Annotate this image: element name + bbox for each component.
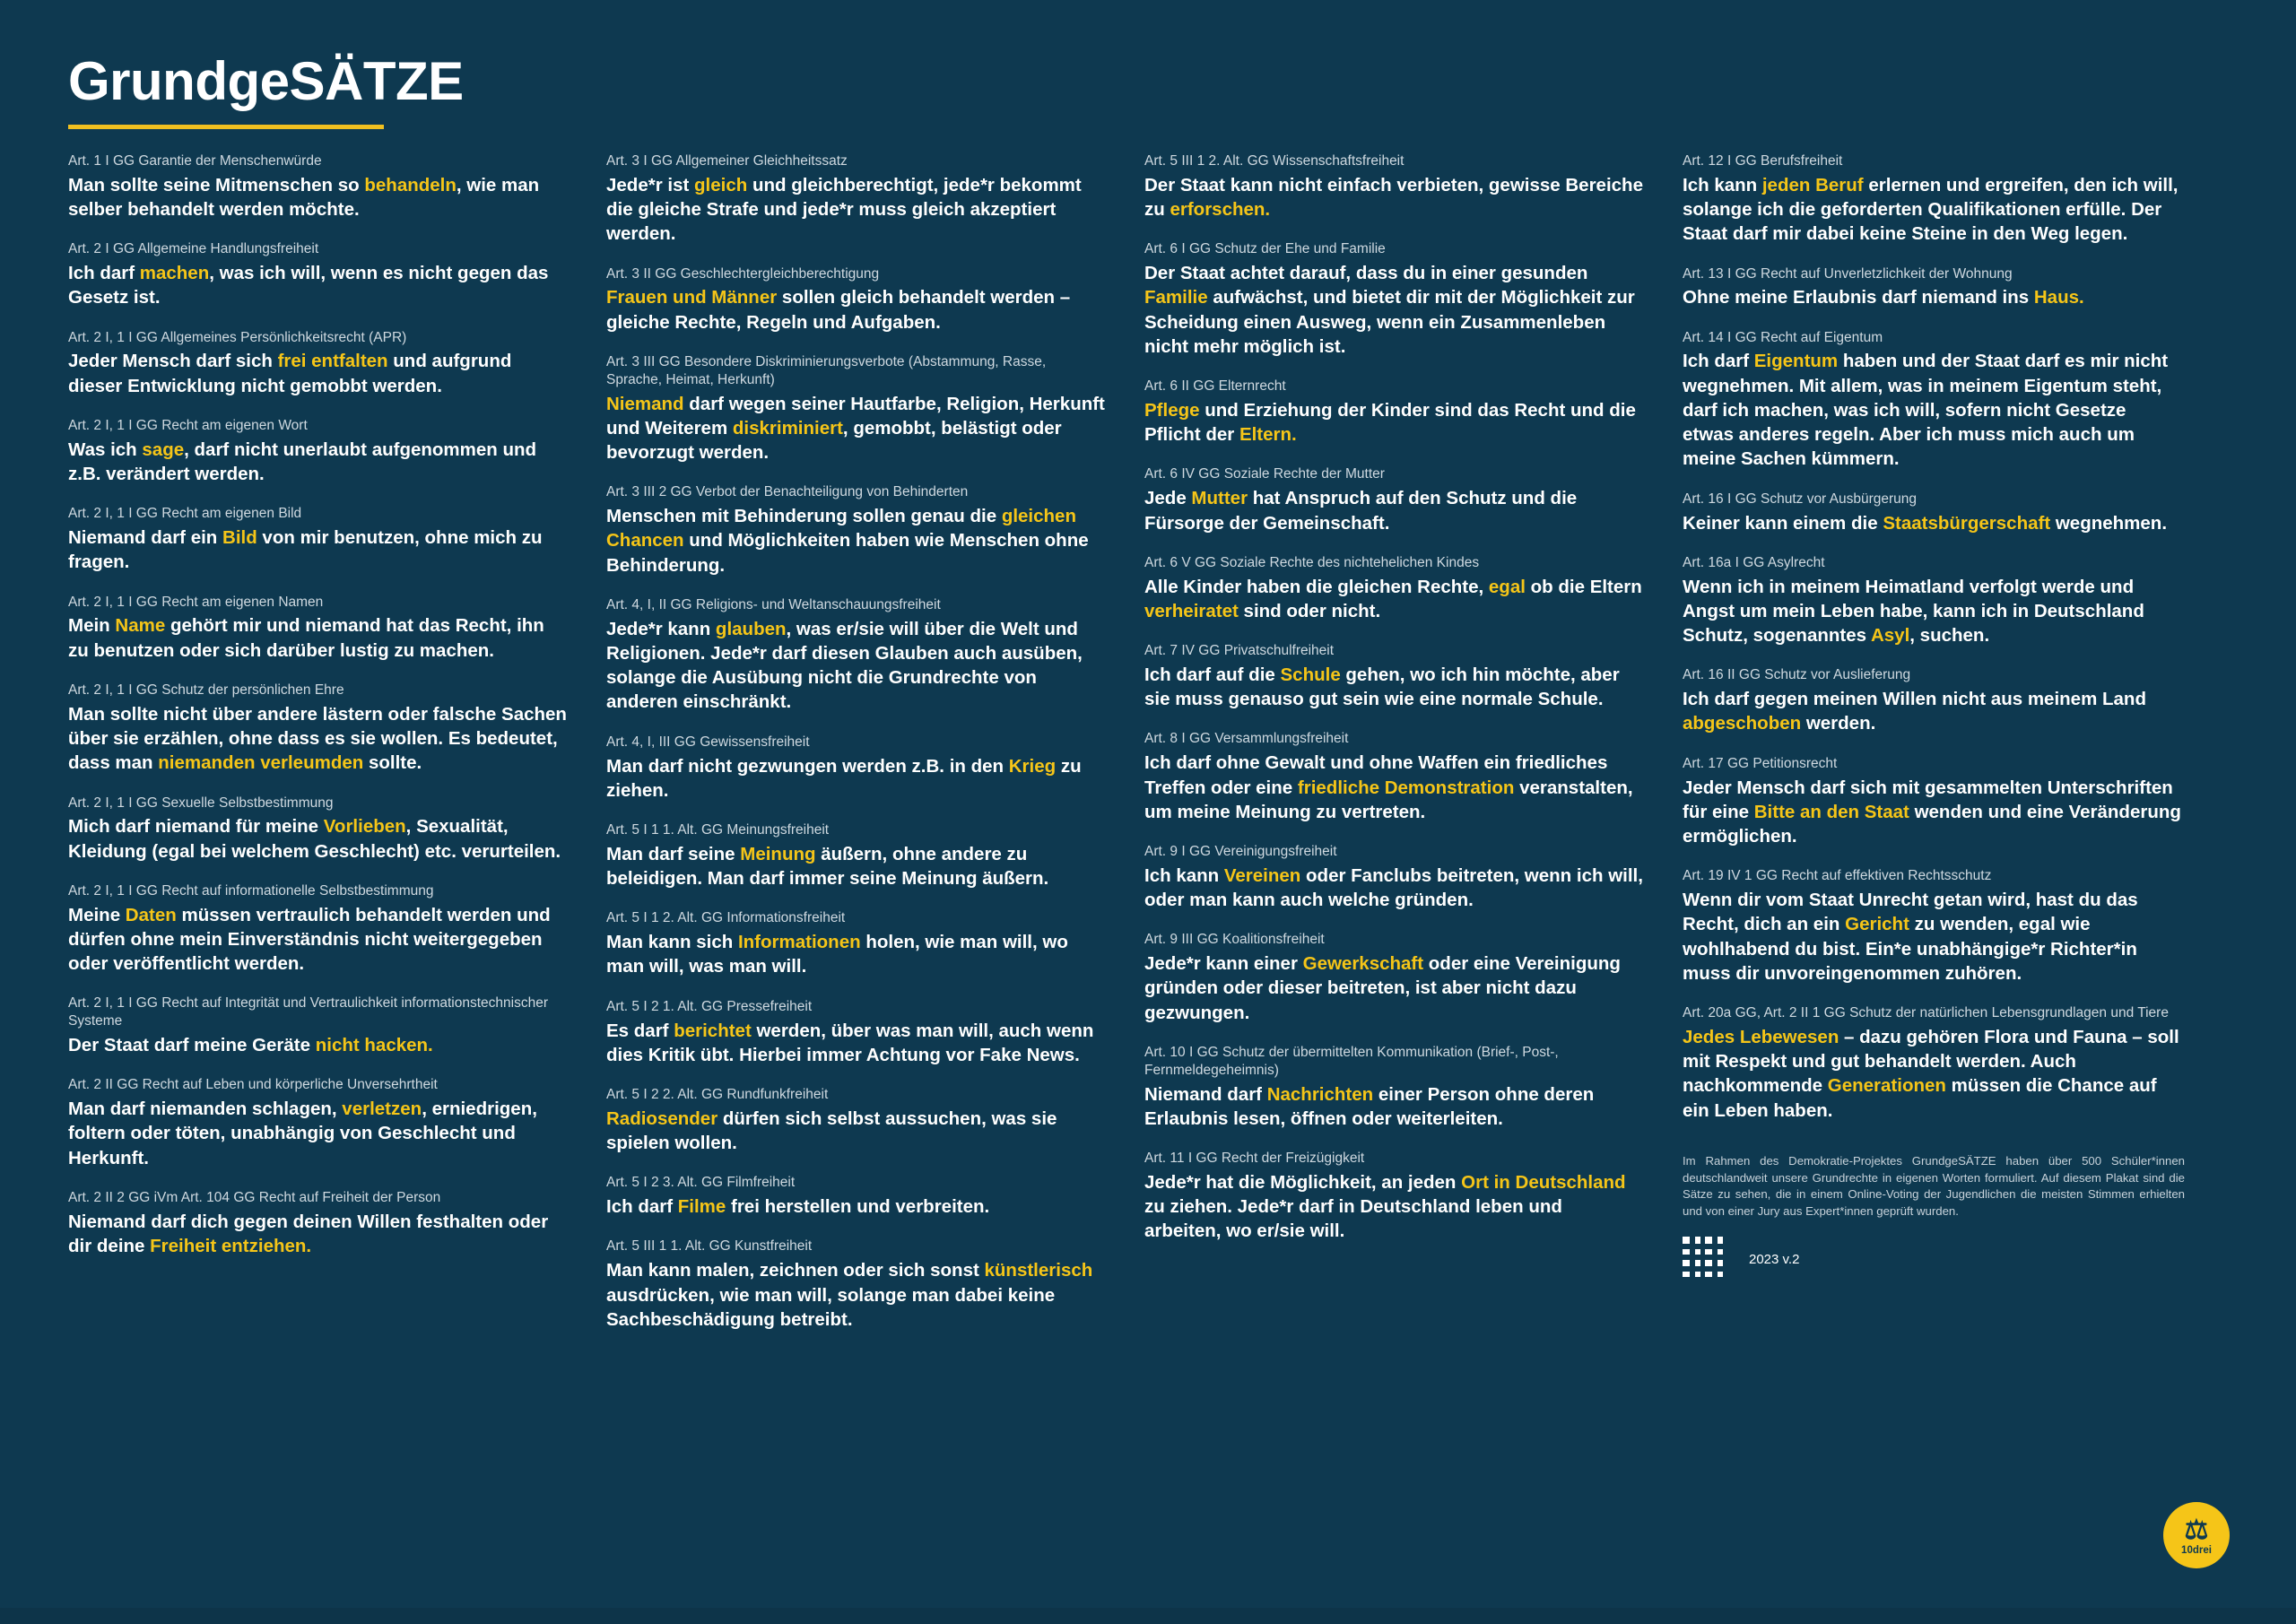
article-entry: [68, 795, 567, 864]
article-text: [1144, 575, 1643, 624]
article-reference: Art. 11 I GG Recht der Freizügigkeit: [1144, 1151, 1365, 1167]
article-entry: [1683, 329, 2181, 472]
article-reference: Art. 16 II GG Schutz vor Auslieferung: [1683, 667, 1911, 683]
article-text: [1144, 864, 1643, 913]
plain-text: hat Anspruch auf den Schutz und die Fürsorge der Gemeinschaft.: [1144, 488, 1578, 534]
article-text: [1683, 511, 2181, 535]
article-reference: Art. 19 IV 1 GG Recht auf effektiven Rechtsschutz: [1683, 868, 1992, 884]
plain-text: Mich darf niemand für meine: [68, 816, 324, 838]
highlighted-term: verletzen: [342, 1099, 422, 1120]
plain-text: Jeder Mensch darf sich: [68, 351, 278, 372]
columns-container: [68, 152, 2246, 1350]
plain-text: sollen gleich behandelt werden – gleiche Rechte, Regeln und Aufgaben.: [606, 287, 1071, 333]
plain-text: Jede*r kann einer: [1144, 953, 1303, 975]
article-reference: Art. 2 I, 1 I GG Sexuelle Selbstbestimmung: [68, 795, 334, 811]
article-text: [68, 1097, 567, 1170]
article-reference: Art. 1 I GG Garantie der Menschenwürde: [68, 153, 322, 169]
article-reference: Art. 6 V GG Soziale Rechte des nichtehelichen Kindes: [1144, 554, 1480, 570]
article-entry: [1683, 265, 2181, 310]
article-column: [1683, 152, 2221, 1283]
article-reference: Art. 2 I, 1 I GG Schutz der persönlichen Ehre: [68, 682, 344, 698]
article-entry: [606, 265, 1105, 334]
article-reference: Art. 2 I, 1 I GG Recht am eigenen Bild: [68, 506, 302, 522]
plain-text: aufwächst, und bietet dir mit der Möglichkeit zur Scheidung einen Ausweg, wenn ein Zusammenleben nicht mehr möglich ist.: [1144, 287, 1635, 357]
article-text: [1683, 1025, 2181, 1123]
highlighted-term: glauben: [715, 618, 787, 639]
highlighted-term: Name: [115, 615, 166, 637]
article-reference: Art. 16 I GG Schutz vor Ausbürgerung: [1683, 491, 1918, 507]
article-reference: Art. 3 III 2 GG Verbot der Benachteiligung von Behinderten: [606, 484, 969, 500]
article-reference: Art. 13 I GG Recht auf Unverletzlichkeit der Wohnung: [1683, 265, 2013, 282]
plain-text: sollte.: [363, 752, 422, 774]
qr-code-icon[interactable]: [1683, 1237, 1729, 1283]
plain-text: Man kann sich: [606, 932, 738, 953]
article-text: [68, 814, 567, 864]
article-entry: [606, 909, 1105, 978]
highlighted-term: Mutter: [1191, 488, 1248, 509]
highlighted-term: Frauen und Männer: [606, 287, 778, 308]
plain-text: , erniedrigen, foltern oder töten, unabhängig von Geschlecht und Herkunft.: [68, 1099, 537, 1168]
article-column: [1144, 152, 1683, 1263]
article-column: [606, 152, 1144, 1350]
article-entry: [606, 353, 1105, 465]
article-text: [606, 285, 1105, 334]
article-entry: [68, 329, 567, 398]
highlighted-term: diskriminiert: [732, 417, 843, 439]
highlighted-term: Radiosender: [606, 1107, 718, 1129]
highlighted-term: Pflege: [1144, 399, 1200, 421]
article-text: [1683, 285, 2181, 309]
title-underline: [68, 125, 384, 129]
highlighted-term: egal: [1488, 576, 1526, 597]
plain-text: werden.: [1801, 713, 1876, 734]
article-text: [1144, 663, 1643, 712]
article-entry: [1144, 642, 1643, 711]
article-text: [68, 261, 567, 310]
article-reference: Art. 9 I GG Vereinigungsfreiheit: [1144, 844, 1337, 860]
plain-text: frei herstellen und verbreiten.: [726, 1196, 990, 1218]
article-entry: [1144, 1150, 1643, 1244]
article-text: [1683, 687, 2181, 736]
plain-text: müssen vertraulich behandelt werden und dürfen ohne mein Einverständnis nicht weitergegeben oder veröffentlicht werden.: [68, 904, 551, 975]
highlighted-term: Filme: [677, 1196, 726, 1218]
article-text: [1144, 751, 1643, 824]
article-text: [1683, 173, 2181, 247]
highlighted-term: jeden Beruf: [1761, 174, 1864, 195]
logo-label: 10drei: [2181, 1544, 2212, 1556]
article-text: [68, 702, 567, 776]
article-text: [606, 392, 1105, 465]
plain-text: holen, wie man will, wo man will, was man will.: [606, 932, 1068, 977]
article-reference: Art. 2 II GG Recht auf Leben und körperliche Unversehrtheit: [68, 1077, 438, 1093]
article-entry: [68, 417, 567, 486]
plain-text: , darf nicht unerlaubt aufgenommen und z.B. verändert werden.: [68, 439, 537, 485]
article-text: [606, 754, 1105, 803]
article-reference: Art. 2 I, 1 I GG Recht am eigenen Wort: [68, 417, 308, 433]
article-text: [606, 1194, 1105, 1219]
plain-text: Ich darf ohne Gewalt und ohne Waffen ein friedliches Treffen oder eine: [1144, 752, 1608, 798]
plain-text: , was ich will, wenn es nicht gegen das Gesetz ist.: [68, 263, 549, 308]
plain-text: Was ich: [68, 439, 143, 460]
article-text: [68, 438, 567, 487]
plain-text: Ich kann: [1683, 174, 1762, 195]
article-text: [1144, 486, 1643, 535]
plain-text: Es darf: [606, 1020, 674, 1041]
plain-text: , suchen.: [1909, 625, 1990, 647]
article-entry: [68, 994, 567, 1057]
highlighted-term: Vorlieben: [323, 816, 406, 838]
article-text: [68, 173, 567, 222]
plain-text: Alle Kinder haben die gleichen Rechte,: [1144, 576, 1489, 597]
article-reference: Art. 6 I GG Schutz der Ehe und Familie: [1144, 241, 1386, 257]
article-entry: [1144, 152, 1643, 221]
highlighted-term: Ort in Deutschland: [1461, 1171, 1626, 1193]
article-text: [1683, 349, 2181, 471]
article-text: [606, 617, 1105, 715]
plain-text: Meine: [68, 904, 126, 925]
highlighted-term: Bild: [222, 527, 257, 549]
plain-text: , was er/sie will über die Welt und Religionen. Jede*r darf diesen Glauben auch ausüben, solange die Ausübung nicht die Grundrechte von anderen einschränkt.: [606, 618, 1083, 713]
plain-text: ob die Eltern: [1525, 576, 1642, 597]
article-column: [68, 152, 606, 1277]
article-entry: [606, 1238, 1105, 1332]
plain-text: sind oder nicht.: [1238, 600, 1381, 621]
article-entry: [1683, 666, 2181, 735]
plain-text: Jede*r kann: [606, 618, 716, 639]
article-text: [1144, 398, 1643, 447]
plain-text: Der Staat achtet darauf, dass du in einer gesunden: [1144, 263, 1588, 284]
article-entry: [606, 734, 1105, 803]
article-reference: Art. 7 IV GG Privatschulfreiheit: [1144, 643, 1335, 659]
article-entry: [1144, 554, 1643, 623]
plain-text: Niemand darf dich gegen deinen Willen festhalten oder dir deine: [68, 1211, 549, 1257]
highlighted-term: Asyl: [1870, 625, 1910, 647]
plain-text: müssen die Chance auf ein Leben haben.: [1683, 1075, 2157, 1121]
article-text: [68, 1210, 567, 1259]
plain-text: Ich darf gegen meinen Willen nicht aus meinem Land: [1683, 689, 2146, 710]
article-entry: [606, 1086, 1105, 1155]
plain-text: Der Staat darf meine Geräte: [68, 1035, 316, 1056]
article-reference: Art. 3 I GG Allgemeiner Gleichheitssatz: [606, 153, 848, 169]
article-text: [606, 1258, 1105, 1332]
highlighted-term: Eigentum: [1753, 351, 1839, 372]
plain-text: erlernen und ergreifen, den ich will, solange ich die geforderten Qualifikationen erfülle. Der Staat darf mir dabei keine Steine in den Weg legen.: [1683, 174, 2179, 245]
article-text: [68, 1033, 567, 1057]
article-entry: [68, 594, 567, 663]
plain-text: gehört mir und niemand hat das Recht, ihn zu benutzen oder sich darüber lustig zu machen.: [68, 615, 544, 661]
qr-row: [1683, 1237, 2181, 1283]
plain-text: Jeder Mensch darf sich mit gesammelten Unterschriften für eine: [1683, 777, 2173, 822]
plain-text: Ich darf: [1683, 351, 1754, 372]
plain-text: – dazu gehören Flora und Fauna – soll mit Respekt und gut behandelt werden. Auch nachkommende: [1683, 1026, 2179, 1097]
highlighted-term: Gewerkschaft: [1302, 953, 1424, 975]
article-entry: [68, 240, 567, 309]
article-entry: [1144, 843, 1643, 912]
article-reference: Art. 5 I 1 1. Alt. GG Meinungsfreiheit: [606, 822, 830, 838]
article-entry: [68, 152, 567, 221]
article-text: [606, 930, 1105, 979]
article-reference: Art. 8 I GG Versammlungsfreiheit: [1144, 731, 1349, 747]
plain-text: Man sollte seine Mitmenschen so: [68, 174, 365, 195]
article-text: [606, 1019, 1105, 1068]
plain-text: Wenn dir vom Staat Unrecht getan wird, hast du das Recht, dich an ein: [1683, 890, 2138, 935]
plain-text: von mir benutzen, ohne mich zu fragen.: [68, 527, 543, 573]
article-reference: Art. 5 I 1 2. Alt. GG Informationsfreiheit: [606, 910, 846, 926]
highlighted-term: Nachrichten: [1266, 1083, 1374, 1105]
article-entry: [606, 1174, 1105, 1219]
highlighted-term: Meinung: [740, 843, 816, 864]
plain-text: werden, über was man will, auch wenn dies Kritik übt. Hierbei immer Achtung vor Fake News.: [606, 1020, 1094, 1065]
article-entry: [606, 152, 1105, 247]
highlighted-term: gleich: [694, 174, 748, 195]
article-entry: [1144, 931, 1643, 1025]
plain-text: darf wegen seiner Hautfarbe, Religion, Herkunft und Weiterem: [606, 393, 1105, 439]
article-text: [1683, 776, 2181, 849]
article-reference: Art. 5 I 2 2. Alt. GG Rundfunkfreiheit: [606, 1087, 829, 1103]
plain-text: äußern, ohne andere zu beleidigen. Man darf immer seine Meinung äußern.: [606, 843, 1049, 890]
plain-text: zu wenden, egal wie wohlhabend du bist. Ein*e unabhängige*r Richter*in muss dir unvoreingenommen zuhören.: [1683, 914, 2137, 984]
plain-text: , Sexualität, Kleidung (egal bei welchem Geschlecht) etc. verurteilen.: [68, 816, 561, 862]
plain-text: Ich darf: [606, 1196, 678, 1218]
article-text: [68, 349, 567, 398]
plain-text: dürfen sich selbst aussuchen, was sie spielen wollen.: [606, 1107, 1057, 1154]
article-reference: Art. 9 III GG Koalitionsfreiheit: [1144, 932, 1325, 948]
plain-text: Man kann malen, zeichnen oder sich sonst: [606, 1260, 985, 1281]
highlighted-term: Schule: [1280, 664, 1341, 685]
article-entry: [68, 1076, 567, 1170]
bottom-bar: [0, 1608, 2296, 1624]
plain-text: und gleichberechtigt, jede*r bekommt die gleiche Strafe und jede*r muss gleich akzeptiert werden.: [606, 174, 1082, 245]
article-entry: [1144, 378, 1643, 447]
version-label: 2023 v.2: [1749, 1252, 1800, 1268]
highlighted-term: Staatsbürgerschaft: [1883, 512, 2051, 534]
plain-text: Wenn ich in meinem Heimatland verfolgt werde und Angst um mein Leben habe, kann ich in Deutschland Schutz, sogenanntes: [1683, 576, 2144, 647]
plain-text: Niemand darf: [1144, 1083, 1267, 1105]
article-text: [606, 842, 1105, 891]
highlighted-term: Jedes Lebewesen: [1683, 1026, 1839, 1047]
highlighted-term: Eltern.: [1239, 424, 1297, 446]
plain-text: Mein: [68, 615, 116, 637]
plain-text: wenden und eine Veränderung ermöglichen.: [1683, 801, 2181, 847]
article-reference: Art. 2 I, 1 I GG Recht auf Integrität und Vertraulichkeit informationstechnischer Systeme: [68, 995, 549, 1029]
highlighted-term: erforschen.: [1170, 199, 1271, 221]
highlighted-term: Familie: [1144, 287, 1208, 308]
plain-text: Man darf niemanden schlagen,: [68, 1099, 343, 1120]
highlighted-term: Generationen: [1827, 1075, 1946, 1097]
article-reference: Art. 3 III GG Besondere Diskriminierungsverbote (Abstammung, Rasse, Sprache, Heimat, Herkunft): [606, 353, 1047, 387]
highlighted-term: machen: [139, 263, 210, 284]
plain-text: zu ziehen. Jede*r darf in Deutschland leben und arbeiten, wo er/sie will.: [1144, 1196, 1562, 1242]
highlighted-term: Freiheit entziehen.: [150, 1236, 312, 1257]
plain-text: Man darf nicht gezwungen werden z.B. in den: [606, 755, 1009, 777]
article-text: [1683, 575, 2181, 648]
article-reference: Art. 5 I 2 3. Alt. GG Filmfreiheit: [606, 1175, 796, 1191]
article-text: [68, 903, 567, 977]
article-reference: Art. 5 I 2 1. Alt. GG Pressefreiheit: [606, 998, 813, 1014]
article-reference: Art. 17 GG Petitionsrecht: [1683, 755, 1838, 771]
article-entry: [1683, 491, 2181, 535]
article-entry: [1144, 240, 1643, 359]
article-entry: [68, 682, 567, 776]
article-text: [1144, 951, 1643, 1025]
article-text: [68, 613, 567, 663]
article-entry: [606, 821, 1105, 890]
article-reference: Art. 5 III 1 1. Alt. GG Kunstfreiheit: [606, 1238, 813, 1255]
article-text: [1144, 1082, 1643, 1132]
plain-text: und Erziehung der Kinder sind das Recht und die Pflicht der: [1144, 399, 1636, 446]
article-entry: [606, 998, 1105, 1067]
article-entry: [1683, 152, 2181, 247]
article-entry: [1683, 867, 2181, 986]
plain-text: Der Staat kann nicht einfach verbieten, gewisse Bereiche zu: [1144, 174, 1643, 221]
article-entry: [1683, 1004, 2181, 1123]
plain-text: zu ziehen.: [606, 755, 1082, 801]
article-reference: Art. 6 IV GG Soziale Rechte der Mutter: [1144, 466, 1385, 482]
plain-text: oder Fanclubs beitreten, wenn ich will, oder man kann auch welche gründen.: [1144, 864, 1643, 911]
article-entry: [606, 483, 1105, 578]
plain-text: Jede*r hat die Möglichkeit, an jeden: [1144, 1171, 1462, 1193]
highlighted-term: Bitte an den Staat: [1753, 801, 1909, 822]
highlighted-term: nicht hacken.: [315, 1035, 433, 1056]
logo-badge[interactable]: [2163, 1502, 2230, 1568]
article-reference: Art. 14 I GG Recht auf Eigentum: [1683, 329, 1883, 345]
plain-text: einer Person ohne deren Erlaubnis lesen, öffnen oder weiterleiten.: [1144, 1083, 1595, 1129]
article-reference: Art. 2 II 2 GG iVm Art. 104 GG Recht auf Freiheit der Person: [68, 1189, 441, 1205]
article-text: [1144, 1170, 1643, 1244]
highlighted-term: Haus.: [2033, 287, 2084, 308]
highlighted-term: Vereinen: [1223, 864, 1301, 886]
highlighted-term: verheiratet: [1144, 600, 1239, 621]
plain-text: Jede: [1144, 488, 1192, 509]
title-block: [68, 50, 2246, 129]
highlighted-term: Gericht: [1845, 914, 1909, 935]
plain-text: Ohne meine Erlaubnis darf niemand ins: [1683, 287, 2034, 308]
page-title: GrundgeSÄTZE: [68, 51, 464, 111]
plain-text: Man darf seine: [606, 843, 741, 864]
plain-text: veranstalten, um meine Meinung zu vertreten.: [1144, 777, 1633, 822]
plain-text: Man sollte nicht über andere lästern oder falsche Sachen über sie erzählen, ohne dass es sie wollen. Es bedeutet, dass man: [68, 703, 567, 774]
plain-text: und aufgrund dieser Entwicklung nicht gemobbt werden.: [68, 351, 512, 396]
highlighted-term: sage: [142, 439, 185, 460]
plain-text: , gemobbt, belästigt oder bevorzugt werden.: [606, 417, 1062, 464]
article-reference: Art. 2 I, 1 I GG Allgemeines Persönlichkeitsrecht (APR): [68, 329, 407, 345]
article-text: [606, 1107, 1105, 1156]
plain-text: Ich kann: [1144, 864, 1224, 886]
article-text: [68, 525, 567, 575]
article-reference: Art. 20a GG, Art. 2 II 1 GG Schutz der natürlichen Lebensgrundlagen und Tiere: [1683, 1005, 2169, 1021]
article-entry: [68, 505, 567, 574]
plain-text: Niemand darf ein: [68, 527, 223, 549]
highlighted-term: künstlerisch: [984, 1260, 1093, 1281]
plain-text: Ich darf: [68, 263, 140, 284]
highlighted-term: niemanden verleumden: [158, 752, 364, 774]
project-footnote: Im Rahmen des Demokratie-Projektes GrundgeSÄTZE haben über 500 Schüler*innen deutschlandweit unsere Grundrechte in eigenen Worten formuliert. Auf diesem Plakat sind die Sätze zu sehen, die in einem Online-Voting der Jugendlichen die meisten Stimmen erhielten und von einer Jury aus Expert*innen geprüft wurden.: [1683, 1153, 2185, 1219]
plain-text: Keiner kann einem die: [1683, 512, 1883, 534]
article-reference: Art. 12 I GG Berufsfreiheit: [1683, 153, 1843, 169]
highlighted-term: Niemand: [606, 393, 684, 414]
article-text: [1144, 261, 1643, 359]
article-entry: [1144, 1044, 1643, 1131]
article-text: [1683, 888, 2181, 986]
plain-text: Menschen mit Behinderung sollen genau die: [606, 506, 1002, 527]
highlighted-term: behandeln: [364, 174, 457, 195]
article-reference: Art. 5 III 1 2. Alt. GG Wissenschaftsfreiheit: [1144, 153, 1405, 169]
plain-text: Ich darf auf die: [1144, 664, 1281, 685]
plain-text: gehen, wo ich hin möchte, aber sie muss genauso gut sein wie eine normale Schule.: [1144, 664, 1620, 710]
article-reference: Art. 16a I GG Asylrecht: [1683, 554, 1825, 570]
plain-text: oder eine Vereinigung gründen oder dieser beitreten, ist aber nicht dazu gezwungen.: [1144, 953, 1621, 1023]
highlighted-term: Daten: [125, 904, 177, 925]
article-entry: [68, 1189, 567, 1258]
article-entry: [1683, 755, 2181, 849]
plain-text: wegnehmen.: [2050, 512, 2168, 534]
article-text: [606, 173, 1105, 247]
article-reference: Art. 4, I, II GG Religions- und Weltanschauungsfreiheit: [606, 596, 941, 612]
scale-icon: ⚖: [2184, 1515, 2209, 1545]
article-entry: [1144, 730, 1643, 824]
article-text: [606, 504, 1105, 578]
highlighted-term: frei entfalten: [277, 351, 388, 372]
article-text: [1144, 173, 1643, 222]
article-entry: [1144, 465, 1643, 534]
article-reference: Art. 2 I GG Allgemeine Handlungsfreiheit: [68, 241, 319, 257]
highlighted-term: Informationen: [737, 932, 861, 953]
highlighted-term: abgeschoben: [1683, 713, 1802, 734]
plain-text: Jede*r ist: [606, 174, 694, 195]
highlighted-term: berichtet: [674, 1020, 752, 1041]
article-entry: [1683, 554, 2181, 648]
article-reference: Art. 4, I, III GG Gewissensfreiheit: [606, 734, 810, 750]
plain-text: und Möglichkeiten haben wie Menschen ohne Behinderung.: [606, 530, 1089, 576]
article-reference: Art. 6 II GG Elternrecht: [1144, 378, 1286, 395]
article-reference: Art. 2 I, 1 I GG Recht am eigenen Namen: [68, 594, 324, 610]
highlighted-term: friedliche Demonstration: [1297, 777, 1515, 798]
article-reference: Art. 3 II GG Geschlechtergleichberechtigung: [606, 265, 880, 282]
article-entry: [606, 596, 1105, 715]
plain-text: ausdrücken, wie man will, solange man dabei keine Sachbeschädigung betreibt.: [606, 1284, 1056, 1330]
plain-text: , wie man selber behandelt werden möchte.: [68, 174, 540, 221]
plain-text: haben und der Staat darf es mir nicht wegnehmen. Mit allem, was in meinem Eigentum steht, darf ich machen, was ich will, sofern nicht Gesetze etwas anderes regeln. Aber ich muss mich auch um meine Sachen kümmern.: [1683, 351, 2169, 470]
highlighted-term: gleichen Chancen: [606, 506, 1076, 551]
article-reference: Art. 10 I GG Schutz der übermittelten Kommunikation (Brief-, Post-, Fernmeldegeheimnis): [1144, 1044, 1559, 1078]
article-reference: Art. 2 I, 1 I GG Recht auf informationelle Selbstbestimmung: [68, 882, 434, 899]
highlighted-term: Krieg: [1008, 755, 1057, 777]
article-entry: [68, 882, 567, 977]
